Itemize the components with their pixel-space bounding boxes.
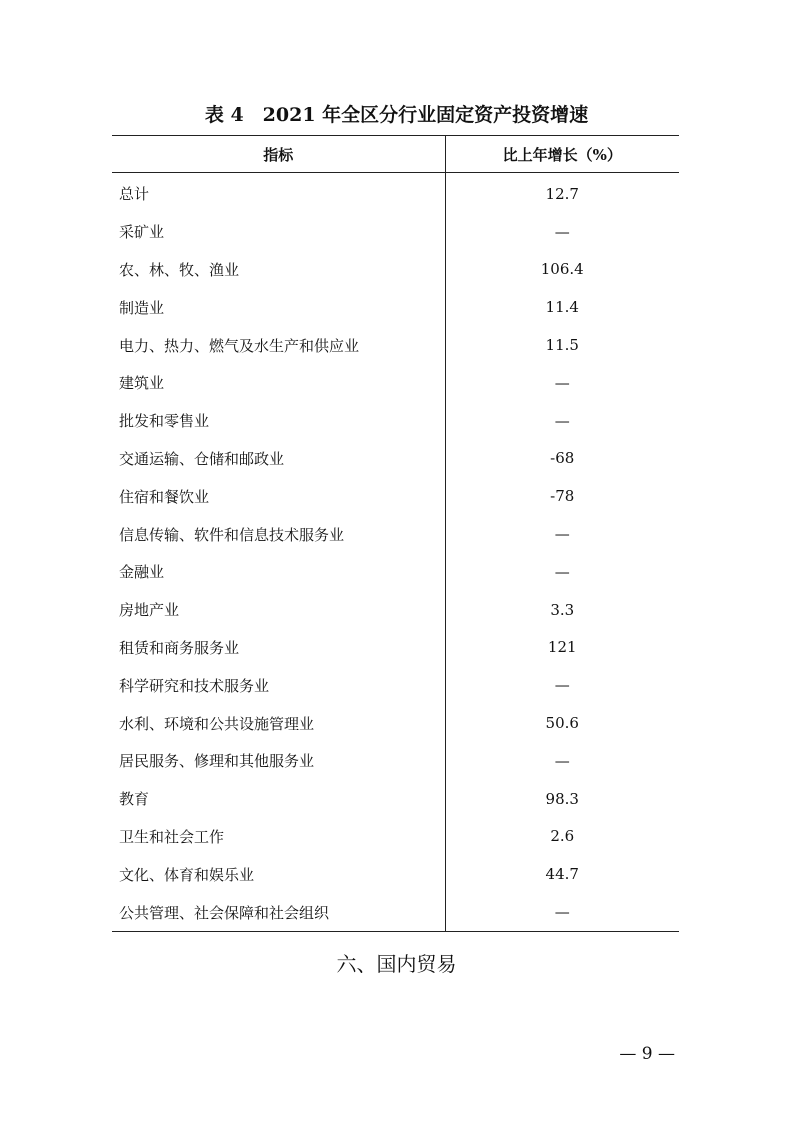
table-row xyxy=(112,288,679,326)
row-indicator: 制造业 xyxy=(119,298,165,317)
row-indicator: 公共管理、社会保障和社会组织 xyxy=(112,893,445,931)
table-row xyxy=(112,629,679,667)
table-row xyxy=(112,818,679,856)
table-row xyxy=(112,251,679,289)
row-growth-value: 106.4 xyxy=(445,251,679,289)
table-row xyxy=(112,213,679,251)
table-row xyxy=(112,780,679,818)
table-row xyxy=(112,402,679,440)
row-indicator: 租赁和商务服务业 xyxy=(119,638,240,657)
row-indicator: 教育 xyxy=(119,790,150,809)
page-number: — 9 — xyxy=(619,1044,675,1064)
row-indicator: 总计 xyxy=(119,185,150,204)
row-growth-value: — xyxy=(445,666,679,704)
row-growth-value: — xyxy=(445,742,679,780)
table-row xyxy=(112,515,679,553)
row-indicator: 采矿业 xyxy=(119,223,165,242)
row-growth-value: 121 xyxy=(445,629,679,667)
section-heading: 六、国内贸易 xyxy=(336,952,457,976)
row-growth-value: — xyxy=(445,364,679,402)
table-row xyxy=(112,704,679,742)
row-growth-value: — xyxy=(445,515,679,553)
row-growth-value: -78 xyxy=(445,477,679,515)
row-indicator: 金融业 xyxy=(119,563,165,582)
row-growth-value: — xyxy=(445,402,679,440)
header-growth: 比上年增长（%） xyxy=(445,136,679,173)
table-header-row xyxy=(112,136,679,173)
table-title: 表 4 2021 年全区分行业固定资产投资增速 xyxy=(204,104,589,126)
row-growth-value: 3.3 xyxy=(445,591,679,629)
row-indicator: 水利、环境和公共设施管理业 xyxy=(119,714,315,733)
row-growth-value: 44.7 xyxy=(445,855,679,893)
row-indicator: 住宿和餐饮业 xyxy=(119,487,210,506)
row-indicator: 电力、热力、燃气及水生产和供应业 xyxy=(119,336,360,355)
table-row xyxy=(112,591,679,629)
row-growth-value: -68 xyxy=(445,440,679,478)
table-row xyxy=(112,477,679,515)
table-row xyxy=(112,666,679,704)
row-indicator: 交通运输、仓储和邮政业 xyxy=(119,449,285,468)
row-indicator: 批发和零售业 xyxy=(119,412,210,431)
row-growth-value: 12.7 xyxy=(445,173,679,213)
row-growth-value: — xyxy=(445,893,679,931)
row-indicator: 农、林、牧、渔业 xyxy=(119,260,240,279)
table-row xyxy=(112,893,679,931)
row-growth-value: — xyxy=(445,213,679,251)
table-row xyxy=(112,326,679,364)
investment-growth-table xyxy=(112,135,679,932)
table-row xyxy=(112,173,679,213)
row-indicator: 文化、体育和娱乐业 xyxy=(119,865,255,884)
row-indicator: 建筑业 xyxy=(119,374,165,393)
row-indicator: 卫生和社会工作 xyxy=(119,827,225,846)
table-row xyxy=(112,364,679,402)
row-indicator: 房地产业 xyxy=(119,601,180,620)
table-row xyxy=(112,742,679,780)
table-body xyxy=(112,173,679,932)
row-growth-value: 98.3 xyxy=(445,780,679,818)
row-indicator: 信息传输、软件和信息技术服务业 xyxy=(119,525,345,544)
row-indicator: 居民服务、修理和其他服务业 xyxy=(119,752,315,771)
row-growth-value: 11.5 xyxy=(445,326,679,364)
row-growth-value: 50.6 xyxy=(445,704,679,742)
table-row xyxy=(112,553,679,591)
row-growth-value: 11.4 xyxy=(445,288,679,326)
row-growth-value: 2.6 xyxy=(445,818,679,856)
row-growth-value: — xyxy=(445,553,679,591)
table-row xyxy=(112,440,679,478)
row-indicator: 科学研究和技术服务业 xyxy=(119,676,270,695)
table-row xyxy=(112,855,679,893)
header-indicator: 指标 xyxy=(112,136,445,173)
